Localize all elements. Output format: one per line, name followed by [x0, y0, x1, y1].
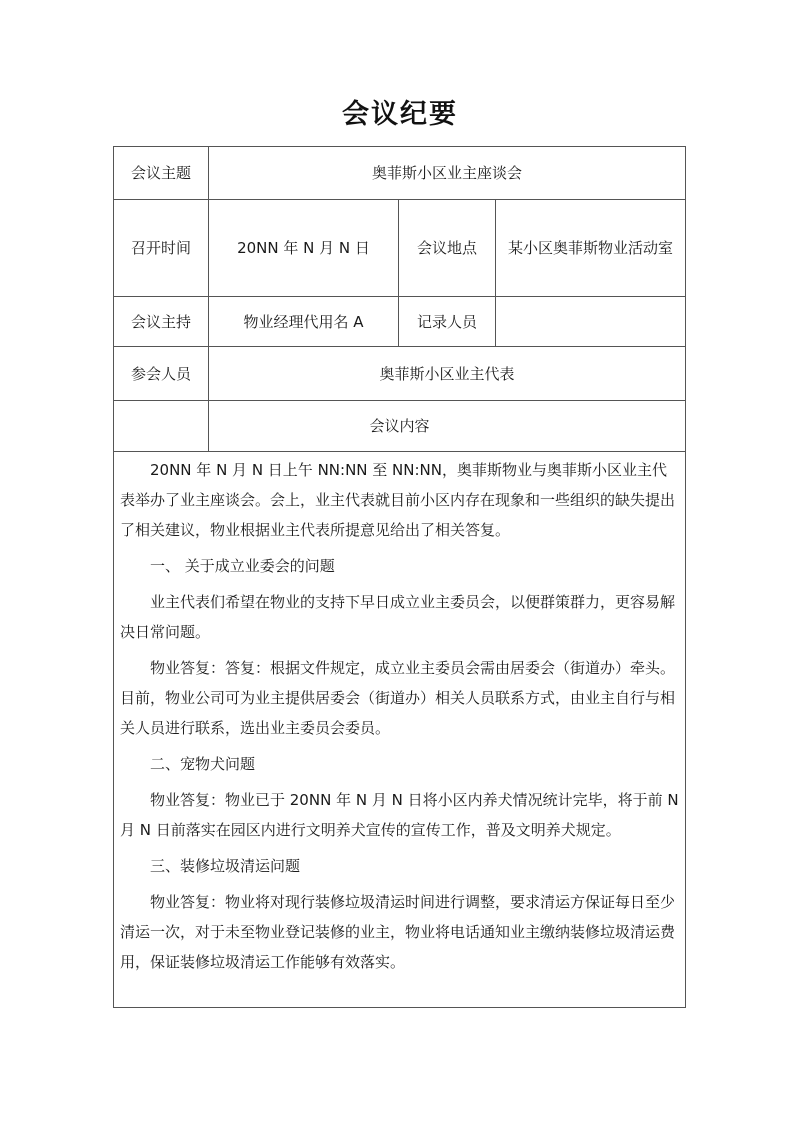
- section-3-reply: 物业答复：物业将对现行装修垃圾清运时间进行调整，要求清运方保证每日至少清运一次，对于未至物业登记装修的业主，物业将电话通知业主缴纳装修垃圾清运费用，保证装修垃圾清运工作能够有效落实。: [120, 893, 676, 971]
- recorder-label: 记录人员: [416, 312, 477, 331]
- intro-paragraph: 20NN 年 N 月 N 日上午 NN:NN 至 NN:NN，奥菲斯物业与奥菲斯小区业主代表举办了业主座谈会。会上，业主代表就目前小区内存在现象和一些组织的缺失提出了相关建议，物业根据业主代表所提意见给出了相关答复。: [120, 461, 676, 539]
- venue-value: 某小区奥菲斯物业活动室: [507, 239, 673, 257]
- host-value: 物业经理代用名 A: [243, 312, 364, 331]
- attendees-label: 参会人员: [130, 364, 191, 383]
- topic-value: 奥菲斯小区业主座谈会: [371, 164, 522, 182]
- host-label: 会议主持: [130, 312, 191, 331]
- document-title: 会议纪要: [342, 99, 458, 130]
- section-2-reply: 物业答复：物业已于 20NN 年 N 月 N 日将小区内养犬情况统计完毕，将于前 N 月 N 日前落实在园区内进行文明养犬宣传的宣传工作，普及文明养犬规定。: [120, 791, 679, 839]
- minutes-table: [113, 146, 686, 1008]
- venue-label: 会议地点: [416, 239, 477, 257]
- attendees-value: 奥菲斯小区业主代表: [379, 364, 515, 383]
- time-label: 召开时间: [130, 239, 191, 257]
- section-2-heading: 二、宠物犬问题: [150, 755, 256, 773]
- section-1-reply: 物业答复：答复：根据文件规定，成立业主委员会需由居委会（街道办）牵头。目前，物业公司可为业主提供居委会（街道办）相关人员联系方式，由业主自行与相关人员进行联系，选出业主委员会委员。: [120, 659, 676, 737]
- section-1-heading: 一、 关于成立业委会的问题: [150, 557, 335, 575]
- meeting-content: [120, 455, 681, 983]
- section-3-heading: 三、装修垃圾清运问题: [150, 857, 301, 875]
- time-value: 20NN 年 N 月 N 日: [237, 239, 370, 257]
- recorder-value: [496, 297, 685, 346]
- content-header: 会议内容: [369, 417, 430, 435]
- section-1-paragraph: 业主代表们希望在物业的支持下早日成立业主委员会，以便群策群力，更容易解决日常问题。: [120, 593, 676, 641]
- topic-label: 会议主题: [130, 164, 191, 182]
- row-divider: [114, 451, 685, 452]
